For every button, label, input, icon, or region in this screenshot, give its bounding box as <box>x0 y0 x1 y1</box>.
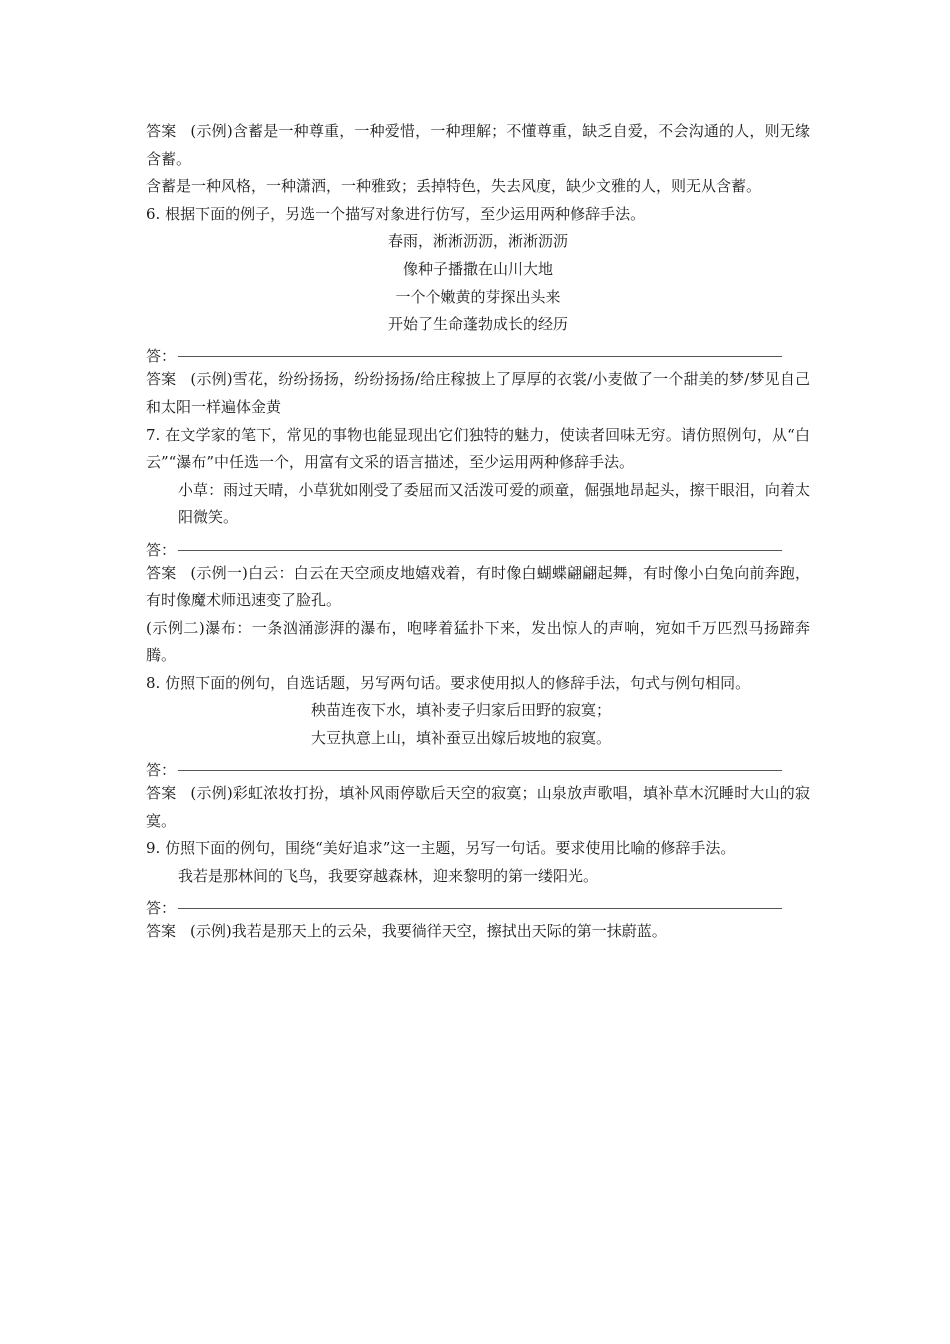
poem-line: 一个个嫩黄的芽探出头来 <box>395 287 561 306</box>
question-6: 6. 根据下面的例子，另选一个描写对象进行仿写，至少运用两种修辞手法。 <box>146 204 646 223</box>
answer-label: 答案 <box>146 563 177 582</box>
answer-prompt: 答： <box>146 347 177 366</box>
answer-text: (示例)我若是那天上的云朵，我要徜徉天空，擦拭出天际的第一抹蔚蓝。 <box>190 922 667 941</box>
answer-text: (示例一)白云：白云在天空顽皮地嬉戏着，有时像白蝴蝶翩翩起舞，有时像小白兔向前奔跑，有时像魔术师迅速变了脸孔。 <box>146 563 810 610</box>
example-line: 大豆执意上山，填补蚕豆出嫁后坡地的寂寞。 <box>311 729 612 748</box>
answer-text: (示例)含蓄是一种尊重，一种爱惜，一种理解；不懂尊重，缺乏自爱，不会沟通的人，则无缘含蓄。 <box>146 122 810 168</box>
answer-blank-row <box>146 532 810 560</box>
answer-blank-line[interactable] <box>178 769 782 771</box>
answer-blank-line[interactable] <box>178 355 782 357</box>
example-sentence: 小草：雨过天晴，小草犹如刚受了委屈而又活泼可爱的顽童，倔强地昂起头，擦干眼泪，向着太阳微笑。 <box>178 480 810 527</box>
answer-blank-row <box>146 339 810 367</box>
answer-paragraph <box>146 560 810 615</box>
poem-line: 像种子播撒在山川大地 <box>402 259 553 278</box>
answer-label: 答案 <box>146 122 177 140</box>
answer-label: 答案 <box>146 370 177 389</box>
answer-prompt: 答： <box>146 761 177 780</box>
answer-prompt: 答： <box>146 899 177 918</box>
answer-text: (示例)彩虹浓妆打扮，填补风雨停歇后天空的寂寞；山泉放声歌唱，填补草木沉睡时大山的寂寞。 <box>146 784 810 830</box>
answer-paragraph <box>146 366 810 421</box>
poem-line: 春雨，淅淅沥沥，淅淅沥沥 <box>387 232 568 251</box>
answer-paragraph <box>146 780 810 835</box>
answer-blank-row <box>146 753 810 781</box>
answer-prompt: 答： <box>146 540 177 559</box>
question-9: 9. 仿照下面的例句，围绕“美好追求”这一主题，另写一句话。要求使用比喻的修辞手法。 <box>146 839 736 858</box>
answer-blank-line[interactable] <box>178 907 782 909</box>
document-page <box>146 118 810 946</box>
poem-line: 开始了生命蓬勃成长的经历 <box>387 315 568 334</box>
answer-paragraph: 含蓄是一种风格，一种潇洒，一种雅致；丢掉特色，失去风度，缺少文雅的人，则无从含蓄。 <box>146 177 762 196</box>
answer-label: 答案 <box>146 922 177 941</box>
question-7: 7. 在文学家的笔下，常见的事物也能显现出它们独特的魅力，使读者回味无穷。请仿照例句，从“白云”“瀑布”中任选一个，用富有文采的语言描述，至少运用两种修辞手法。 <box>146 425 810 472</box>
answer-paragraph <box>146 918 810 946</box>
question-8: 8. 仿照下面的例句，自选话题，另写两句话。要求使用拟人的修辞手法，句式与例句相同。 <box>146 673 751 692</box>
answer-paragraph <box>146 118 810 173</box>
example-sentence: 我若是那林间的飞鸟，我要穿越森林，迎来黎明的第一缕阳光。 <box>178 867 599 886</box>
answer-blank-line[interactable] <box>178 549 782 551</box>
answer-blank-row <box>146 891 810 919</box>
answer-paragraph: (示例二)瀑布：一条汹涌澎湃的瀑布，咆哮着猛扑下来，发出惊人的声响，宛如千万匹烈马扬蹄奔腾。 <box>146 618 810 665</box>
example-line: 秧苗连夜下水，填补麦子归家后田野的寂寞； <box>311 701 612 720</box>
answer-label: 答案 <box>146 784 177 803</box>
answer-text: (示例)雪花，纷纷扬扬，纷纷扬扬/给庄稼披上了厚厚的衣裳/小麦做了一个甜美的梦/梦见自己和太阳一样遍体金黄 <box>146 370 810 416</box>
